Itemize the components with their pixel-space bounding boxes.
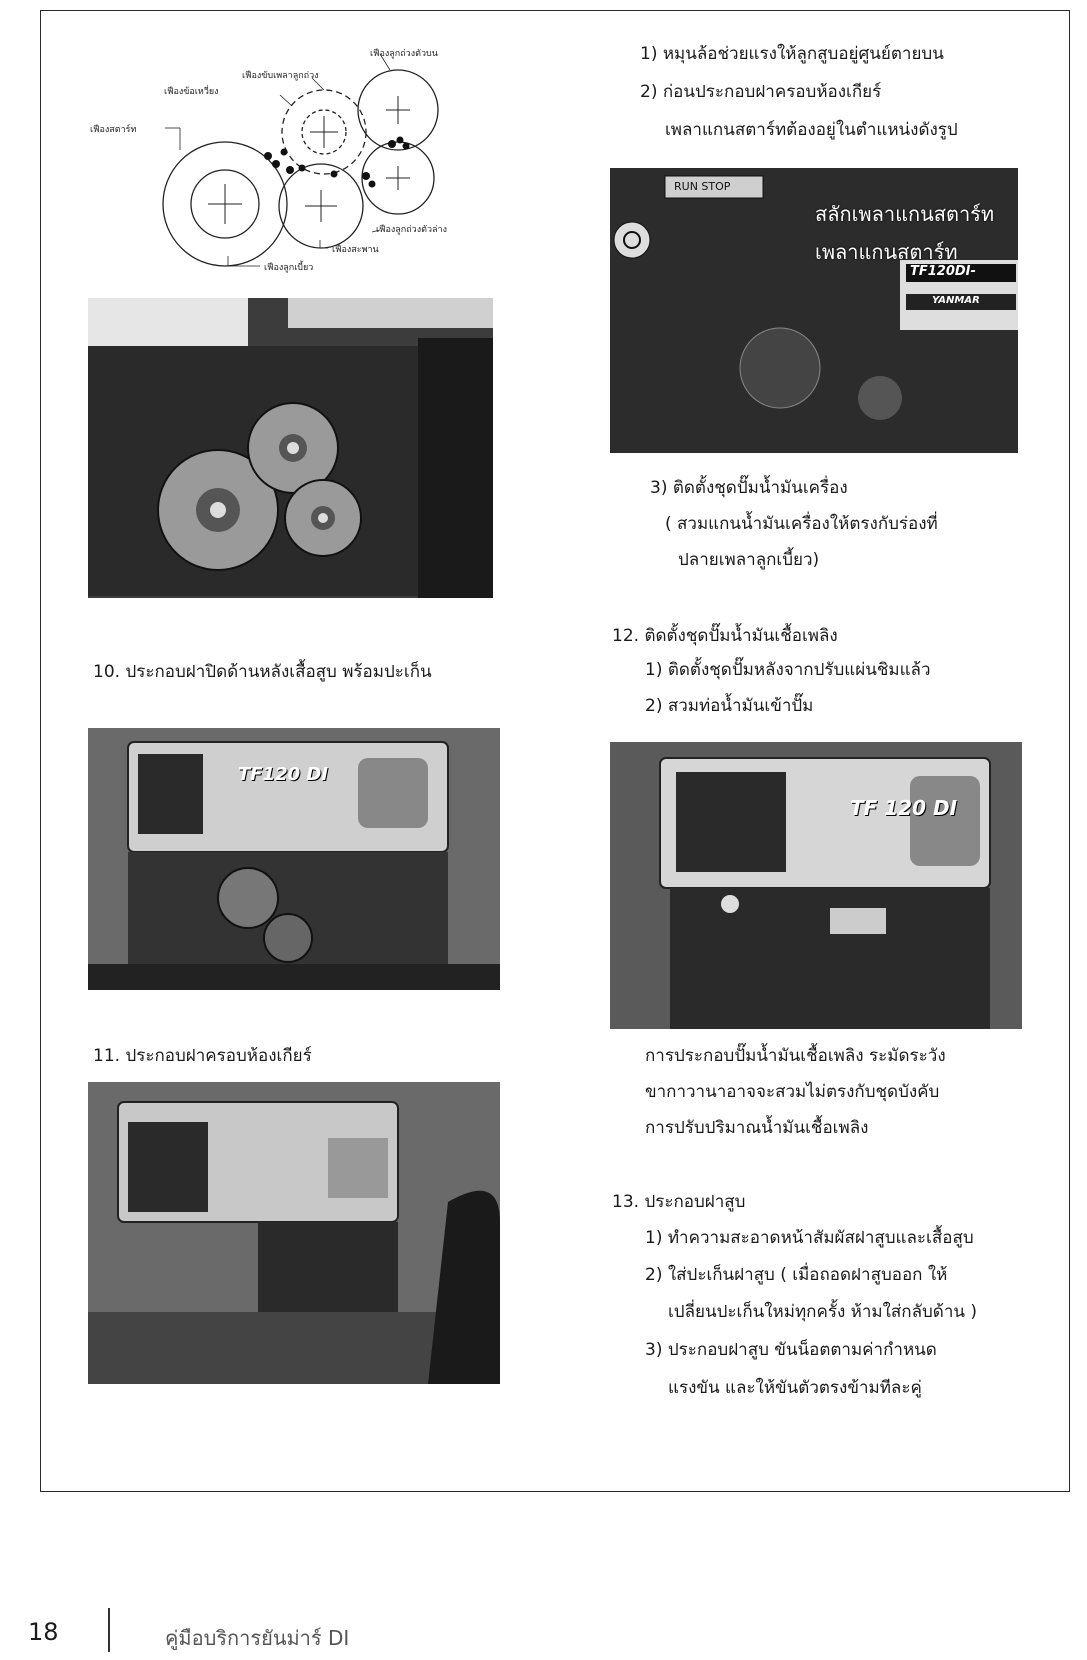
step-flywheel: 1) หมุนล้อช่วยแรงให้ลูกสูบอยู่ศูนย์ตายบน (640, 44, 944, 64)
section-11-title: 11. ประกอบฝาครอบห้องเกียร์ (93, 1046, 312, 1066)
gear-cover-photo (88, 1082, 500, 1384)
fuel-pump-note-1: การประกอบปั๊มน้ำมันเชื้อเพลิง ระมัดระวัง (645, 1046, 946, 1066)
label-starter-gear: เฟืองสตาร์ท (90, 125, 137, 135)
step-oil-pump: 3) ติดตั้งชุดปั๊มน้ำมันเครื่อง (650, 478, 848, 498)
label-idler-lower: เฟืองลูกถ่วงตัวล่าง (376, 225, 447, 235)
model-plate-text: TF120DI- (910, 264, 976, 279)
step-oil-pump-detail-1: ( สวมแกนน้ำมันเครื่องให้ตรงกับร่องที่ (665, 514, 938, 534)
fuel-pump-photo (610, 742, 1022, 1029)
starter-pin-label: สลักเพลาแกนสตาร์ท (815, 202, 995, 226)
section-12-step-2: 2) สวมท่อน้ำมันเข้าปั๊ม (645, 696, 814, 716)
section-13-step-2a: 2) ใส่ปะเก็นฝาสูบ ( เมื่อถอดฝาสูบออก ให้ (645, 1265, 948, 1285)
run-stop-label: RUN STOP (674, 180, 731, 193)
step-oil-pump-detail-2: ปลายเพลาลูกเบี้ยว) (678, 550, 820, 570)
rear-cover-model: TF120 DI (238, 764, 329, 785)
section-13-step-1: 1) ทำความสะอาดหน้าสัมผัสฝาสูบและเสื้อสูบ (645, 1228, 974, 1248)
brand-plate-text: YANMAR (932, 295, 980, 306)
fuel-pump-note-3: การปรับปริมาณน้ำมันเชื้อเพลิง (645, 1118, 869, 1138)
page-number: 18 (28, 1618, 59, 1646)
label-crank-gear: เฟืองข้อเหวี่ยง (164, 87, 219, 97)
fuel-pump-note-2: ขากาวานาอาจจะสวมไม่ตรงกับชุดบังคับ (645, 1082, 940, 1102)
section-10-title: 10. ประกอบฝาปิดด้านหลังเสื้อสูบ พร้อมปะเก็น (93, 662, 432, 682)
gear-train-photo-art (88, 298, 493, 598)
footer-divider (108, 1608, 110, 1652)
section-12-step-1: 1) ติดตั้งชุดปั๊มหลังจากปรับแผ่นชิมแล้ว (645, 660, 931, 680)
label-idler-upper: เฟืองลูกถ่วงตัวบน (370, 49, 438, 59)
step-gear-cover-1: 2) ก่อนประกอบฝาครอบห้องเกียร์ (640, 82, 882, 102)
gear-cover-photo-art (88, 1082, 500, 1384)
starter-shaft-photo (610, 168, 1018, 453)
label-camshaft-drive: เฟืองขับเพลาลูกถ่วง (242, 71, 319, 81)
label-idle-gear: เฟืองสะพาน (332, 245, 379, 255)
starter-shaft-label: เพลาแกนสตาร์ท (815, 240, 958, 264)
rear-cover-photo (88, 728, 500, 990)
section-13-step-2b: เปลี่ยนปะเก็นใหม่ทุกครั้ง ห้ามใส่กลับด้าน ) (668, 1302, 978, 1322)
section-13-step-3b: แรงขัน และให้ขันตัวตรงข้ามทีละคู่ (668, 1378, 922, 1398)
gear-train-photo (88, 298, 493, 598)
section-12-title: 12. ติดตั้งชุดปั๊มน้ำมันเชื้อเพลิง (612, 626, 838, 646)
step-gear-cover-2: เพลาแกนสตาร์ทต้องอยู่ในตำแหน่งดังรูป (665, 120, 958, 140)
label-camshaft-gear: เฟืองลูกเบี้ยว (264, 263, 314, 273)
fuel-pump-photo-art (610, 742, 1022, 1029)
section-13-title: 13. ประกอบฝาสูบ (612, 1192, 746, 1212)
manual-title: คู่มือบริการยันม่าร์ DI (165, 1626, 350, 1650)
section-13-step-3a: 3) ประกอบฝาสูบ ขันน็อตตามค่ากำหนด (645, 1340, 937, 1360)
gear-train-diagram (80, 40, 520, 290)
fuel-pump-model: TF 120 DI (850, 796, 958, 820)
